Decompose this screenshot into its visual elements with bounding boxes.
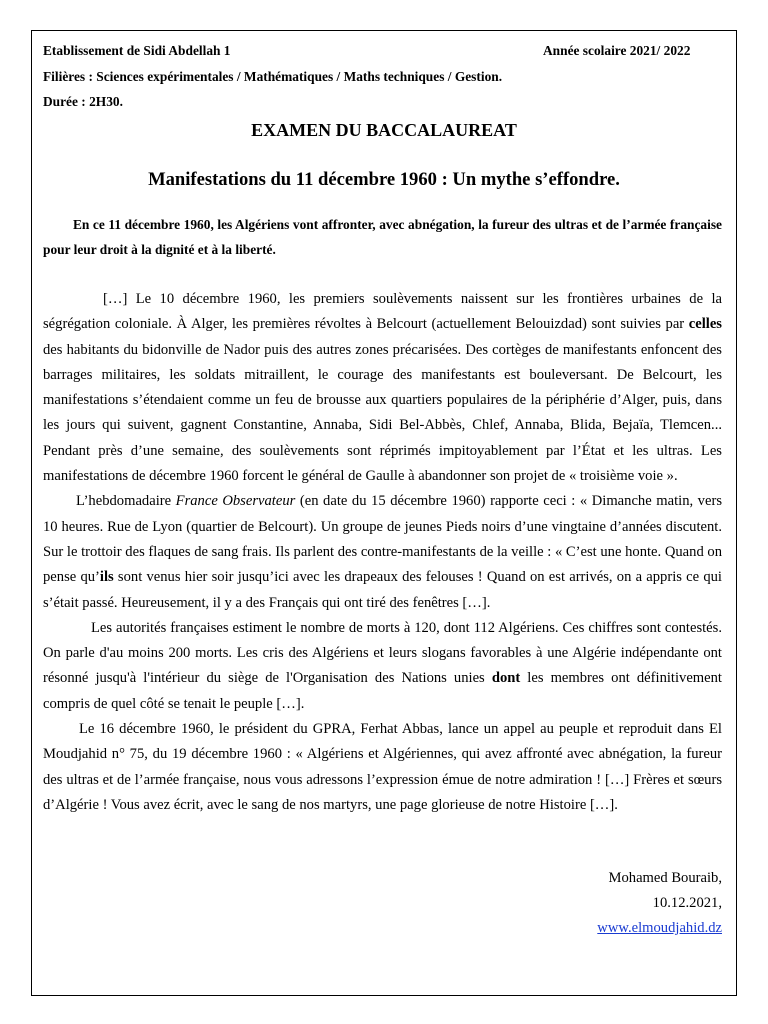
p3-bold: dont [491, 670, 521, 687]
p1-bold: celles [688, 316, 722, 333]
exam-title: EXAMEN DU BACCALAUREAT [251, 120, 517, 140]
paragraph-2 [43, 489, 722, 615]
p2-italic: France Observateur [175, 493, 296, 510]
streams: Filières : Sciences expérimentales / Mathématiques / Maths techniques / Gestion. [43, 69, 503, 84]
school-year: Année scolaire 2021/ 2022 [543, 43, 691, 58]
paragraph-1 [43, 287, 722, 489]
p4-text-a: Le 16 décembre 1960, le président du GPRA, Ferhat Abbas, lance un appel au peuple et reproduit dans El Moudjahid n° 75, du 19 décembre 1960 : « Algériens et Algériennes, qui avez affronté avec abnégation, la fureur des ultras et de l’armée française, nous vous adressons l’expression émue de notre admiration ! […] Frères et sœurs d’Algérie ! Vous avez écrit, avec le sang de nos martyrs, une page glorieuse de notre Histoire […]. [43, 721, 722, 813]
intro-text: En ce 11 décembre 1960, les Algériens vont affronter, avec abnégation, la fureur des ultras et de l’armée française pour leur droit à la dignité et à la liberté. [43, 217, 722, 257]
article-title: Manifestations du 11 décembre 1960 : Un mythe s’effondre. [148, 169, 620, 190]
p1-text-a: […] Le 10 décembre 1960, les premiers soulèvements naissent sur les frontières urbaines de la ségrégation coloniale. À Alger, les premières révoltes à Belcourt (actuellement Belouizdad) sont suivies par [43, 291, 722, 333]
p2-text-c: sont venus hier soir jusqu’ici avec les drapeaux des felouses ! Quand on est arrivés, on a appris ce qui s’était passé. Heureusement, il y a des Français qui ont tiré des fenêtres […]. [43, 569, 722, 611]
p2-text-b: (en date du 15 décembre 1960) rapporte ceci : « Dimanche matin, vers 10 heures. Rue de Lyon (quartier de Belcourt). Un groupe de jeunes Pieds noirs d’une vingtaine d’années discutent. Sur le trottoir des flaques de sang frais. Ils parlent des contre-manifestants de la veille : « C’est une honte. Quand on pense qu’ [43, 493, 722, 586]
p3-text-a: Les autorités françaises estiment le nombre de morts à 120, dont 112 Algériens. Ces chiffres sont contestés. On parle d'au moins 200 morts. Les cris des Algériens et leurs slogans favorables à une Algérie indépendante ont résonné jusqu'à l'intérieur du siège de l'Organisation des Nations unies [43, 619, 722, 687]
p1-text-b: des habitants du bidonville de Nador puis des autres zones précarisées. Des cortèges de manifestants enfoncent des barrages militaires, les soldats mitraillent, le courage des manifestants est bouleversant. De Belcourt, les manifestations s’étendaient comme un feu de brousse aux quartiers populaires de la périphérie d’Alger, puis, dans les jours qui suivent, gagnent Constantine, Annaba, Sidi Bel-Abbès, Chlef, Annaba, Blida, Bejaïa, Tlemcen... Pendant près d’une semaine, des soulèvements sont réprimés impitoyablement par l’État et les ultras. Les manifestations de décembre 1960 forcent le général de Gaulle à abandonner son projet de « troisième voie ». [43, 341, 722, 485]
p3-text-b: les membres ont définitivement compris de quel côté se tenait le peuple […]. [43, 670, 722, 712]
p2-text-a: L’hebdomadaire [76, 493, 176, 510]
school-name: Etablissement de Sidi Abdellah 1 [43, 43, 231, 58]
paragraph-3 [43, 616, 722, 717]
article-body [43, 287, 722, 818]
signature-author: Mohamed Bouraib, [608, 870, 722, 886]
paragraph-4 [43, 717, 722, 818]
p2-bold: ils [99, 569, 114, 586]
signature-date: 10.12.2021, [652, 895, 722, 911]
duration: Durée : 2H30. [43, 94, 123, 109]
source-link[interactable]: www.elmoudjahid.dz [597, 920, 722, 936]
